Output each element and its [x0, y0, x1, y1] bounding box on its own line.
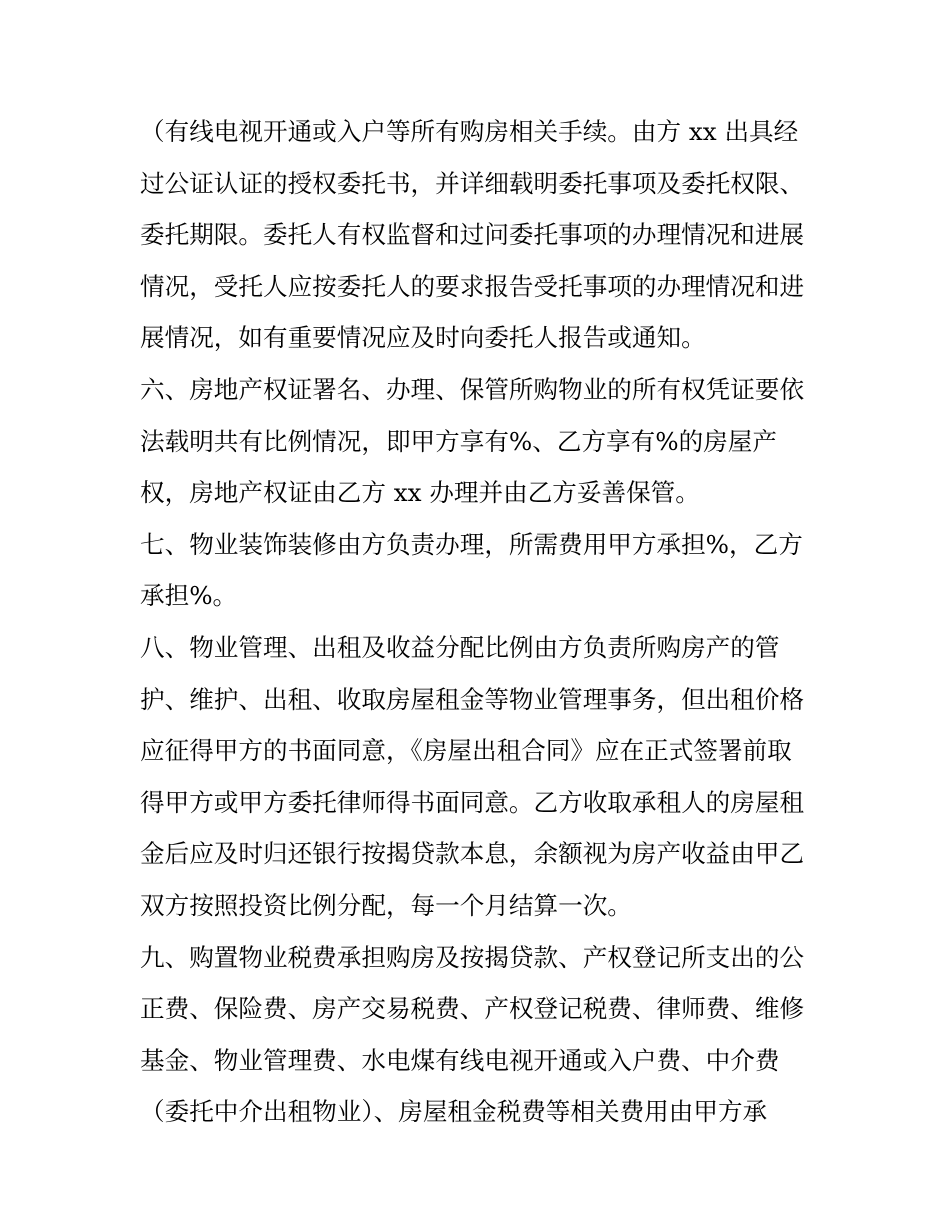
text-line: 法载明共有比例情况，即甲方享有%、乙方享有%的房屋产 [140, 426, 777, 456]
text-line: 护、维护、出租、收取房屋租金等物业管理事务，但出租价格 [140, 684, 805, 714]
text-line: 八、物业管理、出租及收益分配比例由方负责所购房产的管 [140, 632, 780, 662]
text-line: 应征得甲方的书面同意，《房屋出租合同》应在正式签署前取 [140, 736, 792, 766]
text-line: 金后应及时归还银行按揭贷款本息，余额视为房产收益由甲乙 [140, 839, 805, 869]
document-body [140, 106, 820, 1138]
text-line: 权，房地产权证由乙方 xx 办理并由乙方妥善保管。 [140, 478, 700, 508]
text-line: 情况，受托人应按委托人的要求报告受托事项的办理情况和进 [140, 271, 805, 301]
text-line: 展情况，如有重要情况应及时向委托人报告或通知。 [140, 323, 706, 353]
text-line: 九、购置物业税费承担购房及按揭贷款、产权登记所支出的公 [140, 942, 805, 972]
text-line: 正费、保险费、房产交易税费、产权登记税费、律师费、维修 [140, 994, 805, 1024]
text-line: （有线电视开通或入户等所有购房相关手续。由方 xx 出具经 [140, 117, 799, 146]
text-line: 得甲方或甲方委托律师得书面同意。乙方收取承租人的房屋租 [140, 787, 805, 817]
text-line: （委托中介出租物业）、房屋租金税费等相关费用由甲方承 [140, 1097, 768, 1127]
text-line: 双方按照投资比例分配，每一个月结算一次。 [140, 890, 632, 920]
text-line: 委托期限。委托人有权监督和过问委托事项的办理情况和进展 [140, 220, 805, 250]
text-line: 承担%。 [140, 581, 238, 611]
text-line: 六、房地产权证署名、办理、保管所购物业的所有权凭证要依 [140, 374, 805, 404]
text-line: 基金、物业管理费、水电煤有线电视开通或入户费、中介费 [140, 1045, 780, 1075]
text-line: 七、物业装饰装修由方负责办理，所需费用甲方承担%，乙方 [140, 529, 803, 559]
text-line: 过公证认证的授权委托书，并详细载明委托事项及委托权限、 [140, 168, 805, 198]
